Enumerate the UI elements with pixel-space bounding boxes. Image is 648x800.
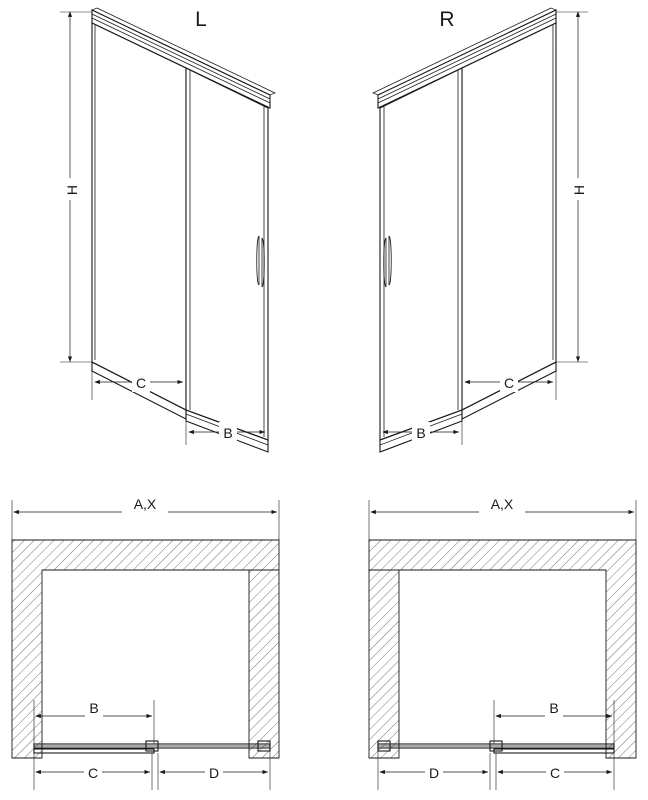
dimension-C-plan-right [496, 753, 614, 790]
dim-label-B-plan-left: B [89, 700, 99, 716]
right-version-plan [369, 494, 636, 790]
left-version-iso [60, 8, 275, 452]
dimension-B-plan-right [494, 698, 614, 744]
dim-label-AX-right: A,X [490, 496, 514, 512]
glass-track-plan-left [34, 741, 270, 753]
sliding-door-right [380, 68, 462, 440]
dimension-C-plan-left [34, 753, 152, 790]
dimension-AX-left [12, 494, 279, 540]
view-label-R: R [439, 8, 455, 31]
dimension-height-left [60, 12, 92, 362]
dim-label-H-left: H [64, 184, 80, 196]
view-label-L: L [195, 8, 207, 31]
dim-label-H-right: H [571, 184, 587, 196]
fixed-panel-right [462, 23, 556, 410]
dimension-height-right [556, 12, 589, 362]
walls-right [369, 540, 636, 758]
dim-label-D-plan-left: D [208, 765, 220, 781]
dim-label-C-plan-right: C [549, 765, 561, 781]
dim-label-AX-left: A,X [133, 496, 157, 512]
dimension-AX-right [369, 494, 636, 540]
dimension-B-plan-left [34, 698, 154, 744]
dim-label-D-plan-right: D [428, 765, 440, 781]
sliding-door-left [186, 68, 268, 440]
glass-track-plan-right [378, 741, 614, 753]
left-version-plan [12, 494, 279, 790]
right-version-iso [373, 8, 589, 452]
dim-label-C-plan-left: C [87, 765, 99, 781]
walls-left [12, 540, 279, 758]
dim-label-C-right: C [503, 375, 515, 391]
dim-label-B-left: B [223, 425, 233, 441]
fixed-panel-left [92, 23, 186, 410]
dim-label-B-right: B [416, 425, 426, 441]
dim-label-B-plan-right: B [549, 700, 559, 716]
dim-label-C-left: C [135, 375, 147, 391]
